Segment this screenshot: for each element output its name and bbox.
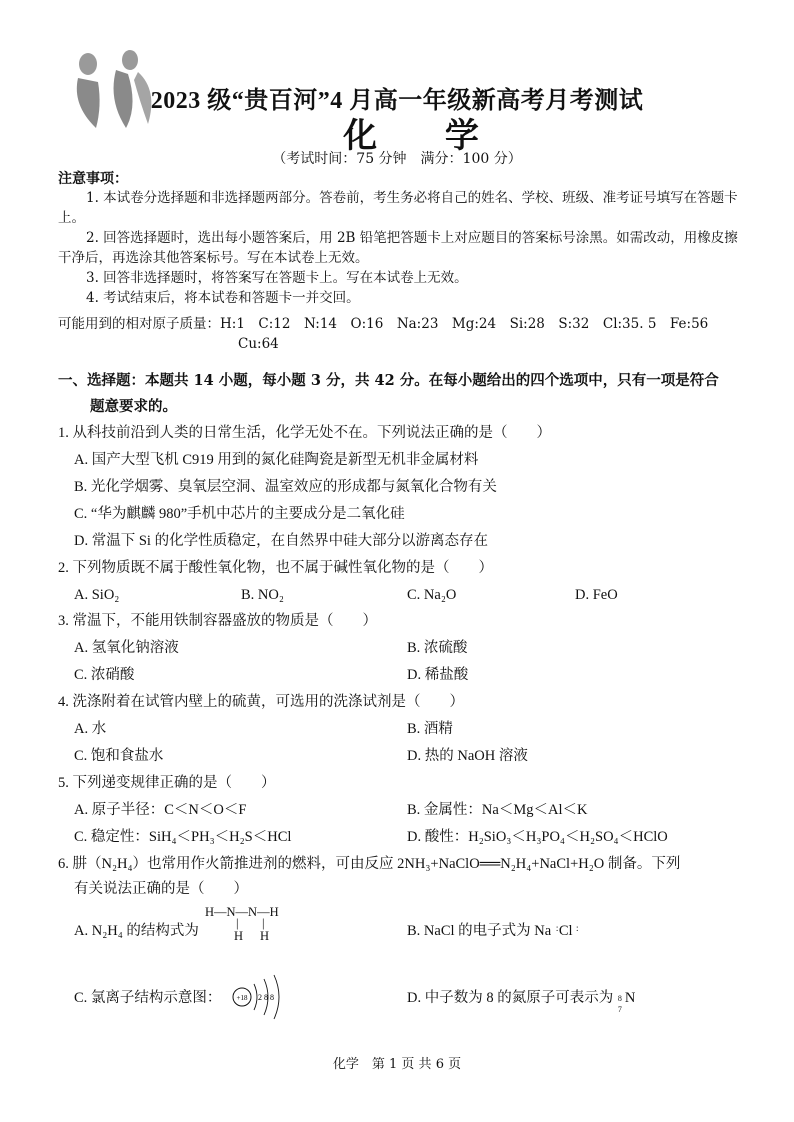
question-stem: 1. 从科技前沿到人类的日常生活，化学无处不在。下列说法正确的是（ ） <box>58 425 551 441</box>
subject-title: 化 学 <box>343 116 507 156</box>
note-item: 2. 回答选择题时，选出每小题答案后，用 2B 铅笔把答题卡上对应题目的答案标号涂黑。如需改动，用橡皮擦干净后，再选涂其他答案标号。写在本试卷上无效。 <box>58 230 738 266</box>
exam-title: 2023 级“贵百河”4 月高一年级新高考月考测试 <box>150 88 644 114</box>
note-item: 3. 回答非选择题时，将答案写在答题卡上。写在本试卷上无效。 <box>86 270 468 286</box>
option-text: D. 中子数为 8 的氮原子可表示为 <box>407 990 614 1006</box>
option: A. 国产大型飞机 C919 用到的氮化硅陶瓷是新型无机非金属材料 <box>74 452 479 468</box>
question-stem: 2. 下列物质既不属于酸性氧化物，也不属于碱性氧化物的是（ ） <box>58 560 493 576</box>
bond-bar: | <box>262 916 265 930</box>
shell-electrons: 2 8 8 <box>258 993 274 1002</box>
option: D. FeO <box>575 587 618 603</box>
option: A. N₂H₄ 的结构式为 <box>74 923 199 939</box>
option <box>407 918 577 944</box>
option: C. 浓硝酸 <box>74 667 135 683</box>
structure-h: H <box>234 929 244 943</box>
option: A. 原子半径：C＜N＜O＜F <box>74 802 247 818</box>
mass-number: 8 <box>617 993 622 1003</box>
option: D. 常温下 Si 的化学性质稳定，在自然界中硅大部分以游离态存在 <box>74 533 489 549</box>
isotope-indices <box>617 989 625 1014</box>
option: C. 氯离子结构示意图： <box>74 990 222 1006</box>
option: B. 浓硫酸 <box>407 640 468 656</box>
section-line: 一、选择题：本题共 14 小题，每小题 3 分，共 42 分。在每小题给出的四个选项中，只有一项是符合 <box>58 372 719 389</box>
element-symbol: N <box>624 990 636 1006</box>
atomic-mass-line: 可能用到的相对原子质量：H:1 C:12 N:14 O:16 Na:23 Mg:24 Si:28 S:32 Cl:35. 5 Fe:56 <box>58 316 709 332</box>
cl-symbol: Cl <box>558 923 573 939</box>
option: A. 水 <box>74 721 107 737</box>
question-stem: 有关说法正确的是（ ） <box>74 881 248 897</box>
note-item: 4. 考试结束后，将本试卷和答题卡一并交回。 <box>86 290 360 306</box>
dots-left: : <box>555 923 559 933</box>
option-text: B. NaCl 的电子式为 Na <box>407 923 552 939</box>
electron-dot-cl <box>555 918 577 944</box>
atomic-mass <box>58 314 708 354</box>
dots-right: : <box>576 923 579 933</box>
option: B. NO₂ <box>241 587 284 603</box>
option: D. 酸性：H₂SiO₃＜H₃PO₄＜H₂SO₄＜HClO <box>407 829 668 845</box>
option: C. 饱和食盐水 <box>74 748 164 764</box>
note-item: 1. 本试卷分选择题和非选择题两部分。答卷前，考生务必将自己的姓名、学校、班级、准考证号填写在答题卡上。 <box>58 190 738 226</box>
question-stem: 5. 下列递变规律正确的是（ ） <box>58 775 276 791</box>
option: B. 酒精 <box>407 721 453 737</box>
option: B. 光化学烟雾、臭氧层空洞、温室效应的形成都与氮氧化合物有关 <box>74 479 497 495</box>
section-heading <box>58 368 748 420</box>
notes-heading: 注意事项： <box>58 171 128 187</box>
option <box>407 985 636 1014</box>
chloride-ion-diagram <box>230 972 292 1022</box>
section-line: 题意要求的。 <box>90 398 177 415</box>
option: C. “华为麒麟 980”手机中芯片的主要成分是二氧化硅 <box>74 506 405 522</box>
option: C. 稳定性：SiH₄＜PH₃＜H₂S＜HCl <box>74 829 292 845</box>
notes-list <box>58 188 742 308</box>
atomic-number: 7 <box>617 1004 622 1014</box>
nucleus-label: +18 <box>236 994 248 1002</box>
page-footer: 化学 第 1 页 共 6 页 <box>332 1057 462 1072</box>
structure-top: H—N—N—H <box>205 905 279 919</box>
question-stem: 4. 洗涤附着在试管内壁上的硫黄，可选用的洗涤试剂是（ ） <box>58 694 464 710</box>
option: B. 金属性：Na＜Mg＜Al＜K <box>407 802 588 818</box>
bond-bar: | <box>236 916 239 930</box>
option: A. SiO₂ <box>74 587 120 603</box>
option: C. Na₂O <box>407 587 457 603</box>
option: D. 热的 NaOH 溶液 <box>407 748 528 764</box>
option: D. 稀盐酸 <box>407 667 469 683</box>
question-stem: 6. 肼（N₂H₄）也常用作火箭推进剂的燃料，可由反应 2NH₃+NaClO══N₂H₄+NaCl+H₂O 制备。下列 <box>58 856 681 872</box>
exam-info: （考试时间：75 分钟 满分：100 分） <box>272 151 522 167</box>
option: A. 氢氧化钠溶液 <box>74 640 179 656</box>
question-stem: 3. 常温下，不能用铁制容器盛放的物质是（ ） <box>58 613 377 629</box>
structure-h: H <box>260 929 270 943</box>
atomic-mass-line: Cu:64 <box>238 336 279 352</box>
